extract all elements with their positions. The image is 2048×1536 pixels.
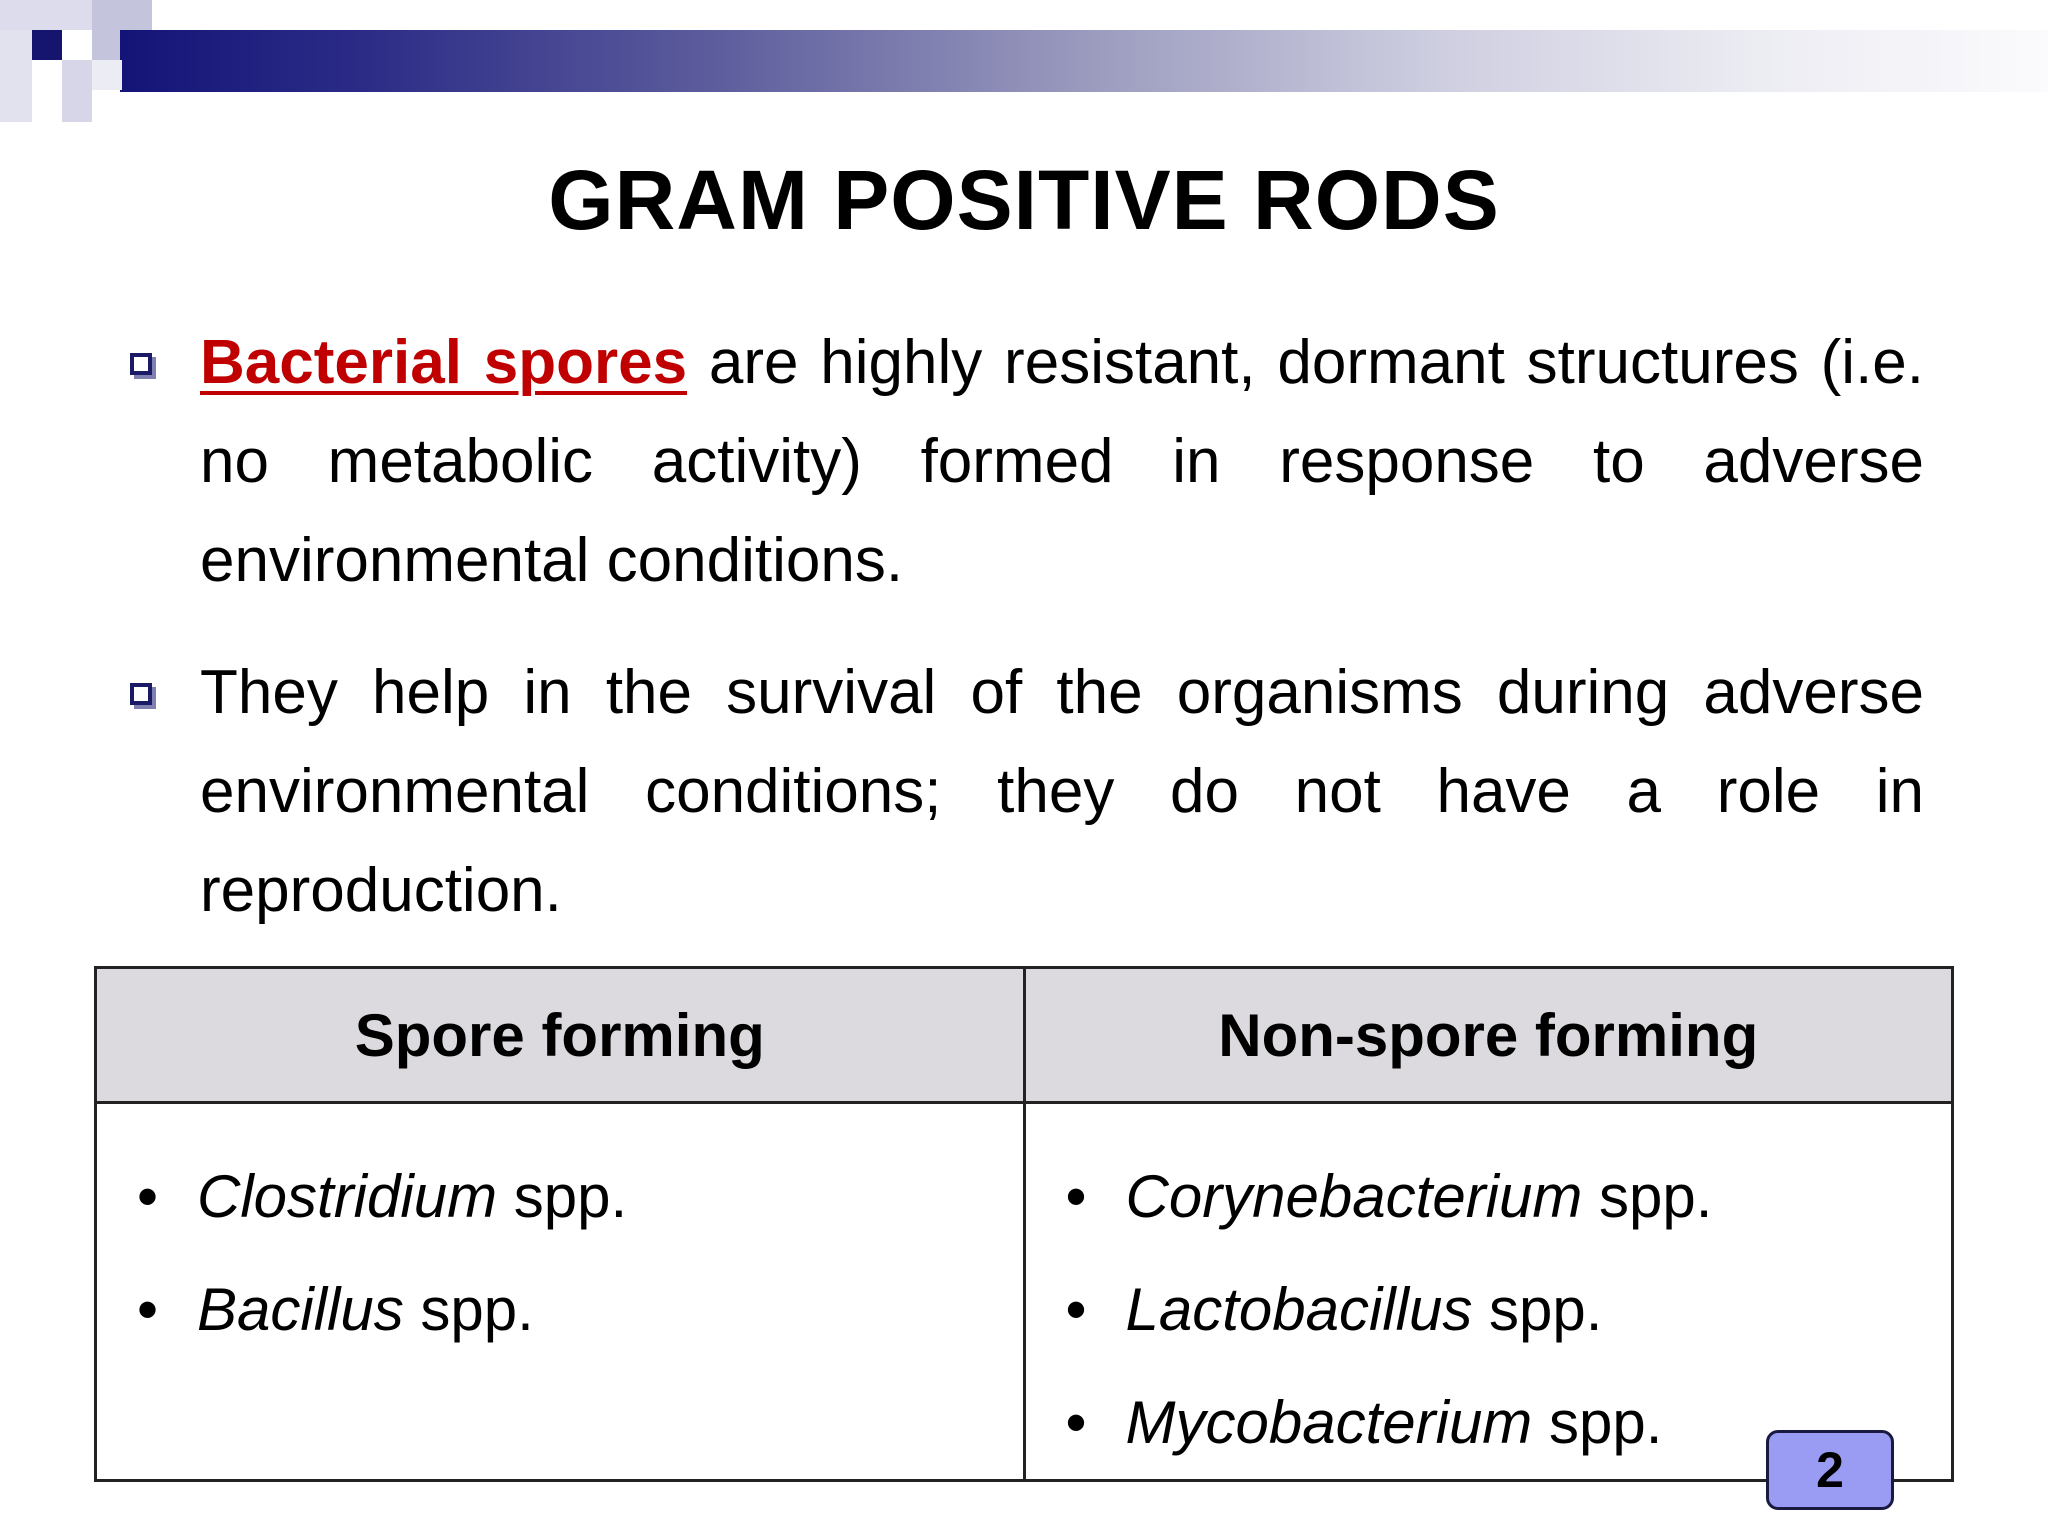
genus-name: Lactobacillus xyxy=(1125,1276,1473,1343)
table-header-row xyxy=(96,968,1953,1103)
bullet-dot-icon: • xyxy=(137,1163,159,1230)
bullet-text: are highly resistant, dormant structures (i.e. no metabolic activity) formed in response to adverse environmental conditions. xyxy=(200,328,1924,595)
decor-square xyxy=(62,60,92,122)
genus-suffix: spp. xyxy=(497,1163,628,1230)
genus-suffix: spp. xyxy=(1472,1276,1603,1343)
header-gradient-bar xyxy=(120,30,2048,92)
genus-name: Mycobacterium xyxy=(1125,1389,1533,1456)
organism-list xyxy=(1026,1104,1952,1479)
table-cell-non-spore-forming xyxy=(1024,1103,1953,1481)
bullet-text: They help in the survival of the organisms during adverse environmental conditions; they do not have a role in reproduction. xyxy=(200,658,1924,925)
square-bullet-icon xyxy=(130,683,152,705)
decor-square xyxy=(32,30,62,60)
table-header-non-spore-forming: Non-spore forming xyxy=(1024,968,1953,1103)
list-item xyxy=(1066,1140,1952,1253)
slide-title: GRAM POSITIVE RODS xyxy=(548,153,1500,247)
bullet-dot-icon: • xyxy=(1065,1276,1087,1343)
genus-name: Bacillus xyxy=(197,1276,404,1343)
page-number-badge: 2 xyxy=(1766,1430,1894,1510)
highlighted-term: Bacterial spores xyxy=(200,328,688,397)
table-cell-spore-forming xyxy=(96,1103,1025,1481)
genus-suffix: spp. xyxy=(403,1276,534,1343)
genus-suffix: spp. xyxy=(1582,1163,1713,1230)
table-header-spore-forming: Spore forming xyxy=(96,968,1025,1103)
bullet-dot-icon: • xyxy=(137,1276,159,1343)
genus-name: Clostridium xyxy=(197,1163,498,1230)
bullet-paragraph xyxy=(200,313,1924,610)
spore-comparison-table xyxy=(94,966,1954,1482)
organism-list xyxy=(97,1104,1023,1366)
list-item xyxy=(137,1140,1023,1253)
list-item xyxy=(1066,1253,1952,1366)
genus-name: Corynebacterium xyxy=(1125,1163,1583,1230)
decor-square xyxy=(92,60,122,90)
list-item xyxy=(137,1253,1023,1366)
genus-suffix: spp. xyxy=(1532,1389,1663,1456)
decor-square xyxy=(0,30,32,122)
bullet-paragraph xyxy=(200,643,1924,940)
square-bullet-icon xyxy=(130,353,152,375)
table-row xyxy=(96,1103,1953,1481)
bullet-dot-icon: • xyxy=(1065,1389,1087,1456)
bullet-dot-icon: • xyxy=(1065,1163,1087,1230)
